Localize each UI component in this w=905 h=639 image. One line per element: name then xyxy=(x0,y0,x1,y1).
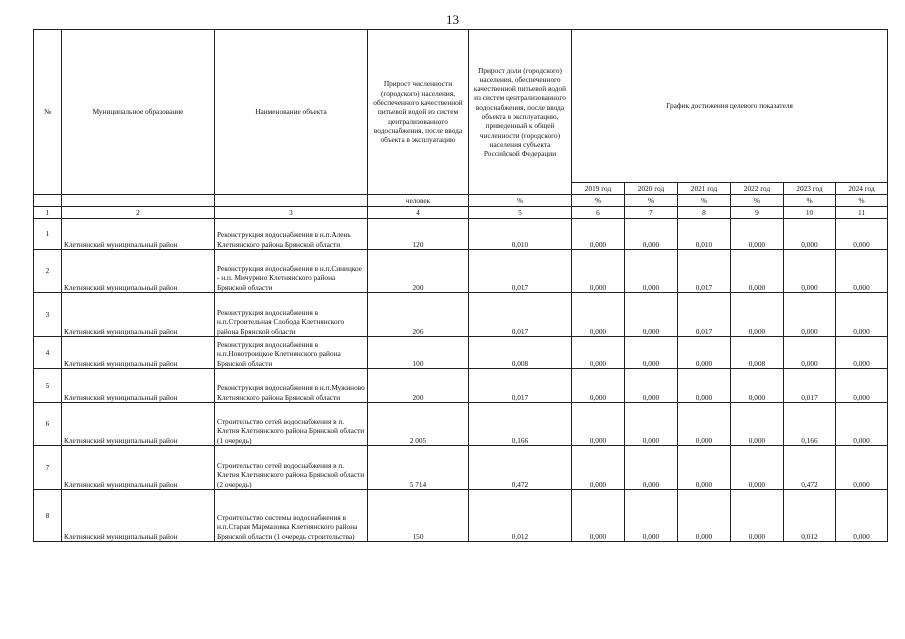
year-2024-cell: 0,000 xyxy=(836,403,888,446)
row-index: 3 xyxy=(34,293,62,337)
year-2020-cell: 0,000 xyxy=(625,337,678,369)
unit-percent: % xyxy=(784,195,836,207)
year-2022-cell: 0,000 xyxy=(731,250,784,293)
row-index: 1 xyxy=(34,219,62,250)
year-2021-cell: 0,017 xyxy=(678,293,731,337)
year-2021-cell: 0,000 xyxy=(678,403,731,446)
object-cell: Реконструкция водоснабжения в н.п.Алень Клетнянского района Брянской области xyxy=(215,219,368,250)
municipality-cell: Клетнянский муниципальный район xyxy=(62,219,215,250)
column-number: 1 xyxy=(34,207,62,219)
year-2020-cell: 0,000 xyxy=(625,293,678,337)
share-cell: 0,010 xyxy=(469,219,572,250)
year-2020-cell: 0,000 xyxy=(625,219,678,250)
municipality-cell: Клетнянский муниципальный район xyxy=(62,446,215,490)
column-number: 6 xyxy=(572,207,625,219)
object-cell: Реконструкция водоснабжения в н.п.Строительная Слобода Клетнянского района Брянской области xyxy=(215,293,368,337)
year-2024-cell: 0,000 xyxy=(836,446,888,490)
year-2023-cell: 0,472 xyxy=(784,446,836,490)
year-2019-cell: 0,000 xyxy=(572,337,625,369)
row-index: 2 xyxy=(34,250,62,293)
column-number: 2 xyxy=(62,207,215,219)
share-cell: 0,017 xyxy=(469,369,572,403)
table-row xyxy=(34,250,888,293)
column-number: 3 xyxy=(215,207,368,219)
row-index: 8 xyxy=(34,490,62,542)
object-cell: Строительство сетей водоснабжения в п. Клетня Клетнянского района Брянской области (1 очередь) xyxy=(215,403,368,446)
table-row xyxy=(34,219,888,250)
year-2019-cell: 0,000 xyxy=(572,446,625,490)
share-cell: 0,017 xyxy=(469,293,572,337)
year-2024-cell: 0,000 xyxy=(836,369,888,403)
year-2022-cell: 0,000 xyxy=(731,490,784,542)
year-2019-cell: 0,000 xyxy=(572,250,625,293)
object-cell: Строительство системы водоснабжения в н.п.Старая Мармазовка Клетнянского района Брянской области (1 очередь строительства) xyxy=(215,490,368,542)
row-index: 5 xyxy=(34,369,62,403)
population-cell: 100 xyxy=(368,337,469,369)
municipality-cell: Клетнянский муниципальный район xyxy=(62,403,215,446)
population-cell: 206 xyxy=(368,293,469,337)
year-2020-cell: 0,000 xyxy=(625,446,678,490)
year-2020-cell: 0,000 xyxy=(625,369,678,403)
year-2022-cell: 0,000 xyxy=(731,369,784,403)
header-schedule: График достижения целевого показателя xyxy=(572,30,888,183)
population-cell: 2 005 xyxy=(368,403,469,446)
population-cell: 200 xyxy=(368,369,469,403)
row-index: 4 xyxy=(34,337,62,369)
unit-percent: % xyxy=(572,195,625,207)
year-2023-cell: 0,000 xyxy=(784,219,836,250)
year-2023-cell: 0,166 xyxy=(784,403,836,446)
header-population-growth: Прирост численности (городского) населения, обеспеченного качественной питьевой водой из систем централизованного водоснабжения, после ввода объекта в эксплуатацию xyxy=(368,30,469,195)
target-indicator-table xyxy=(33,29,888,542)
header-object: Наименование объекта xyxy=(215,30,368,195)
share-cell: 0,012 xyxy=(469,490,572,542)
header-year-2024: 2024 год xyxy=(836,183,888,195)
object-cell: Строительство сетей водоснабжения в п. Клетня Клетнянского района Брянской области (2 очередь) xyxy=(215,446,368,490)
year-2021-cell: 0,000 xyxy=(678,337,731,369)
municipality-cell: Клетнянский муниципальный район xyxy=(62,293,215,337)
year-2023-cell: 0,000 xyxy=(784,337,836,369)
population-cell: 150 xyxy=(368,490,469,542)
page-number: 13 xyxy=(446,12,459,27)
object-cell: Реконструкция водоснабжения в н.п.Синицкое - н.п. Мичурино Клетнянского района Брянской области xyxy=(215,250,368,293)
share-cell: 0,017 xyxy=(469,250,572,293)
row-index: 6 xyxy=(34,403,62,446)
unit-percent: % xyxy=(731,195,784,207)
header-year-2020: 2020 год xyxy=(625,183,678,195)
header-municipality: Муниципальное образование xyxy=(62,30,215,195)
table-row xyxy=(34,369,888,403)
unit-percent: % xyxy=(469,195,572,207)
population-cell: 200 xyxy=(368,250,469,293)
units-row xyxy=(34,195,888,207)
table-row xyxy=(34,337,888,369)
population-cell: 5 714 xyxy=(368,446,469,490)
row-index: 7 xyxy=(34,446,62,490)
header-year-2022: 2022 год xyxy=(731,183,784,195)
year-2024-cell: 0,000 xyxy=(836,293,888,337)
unit-percent: % xyxy=(836,195,888,207)
year-2020-cell: 0,000 xyxy=(625,403,678,446)
unit-people: человек xyxy=(368,195,469,207)
table-row xyxy=(34,293,888,337)
header-share-growth: Прирост доли (городского) населения, обеспеченного качественной питьевой водой из систем централизованного водоснабжения, после ввода объекта в эксплуатацию, приведенный к общей численности (городского) населения субъекта Российской Федерации xyxy=(469,30,572,195)
year-2022-cell: 0,000 xyxy=(731,219,784,250)
header-year-2023: 2023 год xyxy=(784,183,836,195)
municipality-cell: Клетнянский муниципальный район xyxy=(62,250,215,293)
year-2020-cell: 0,000 xyxy=(625,490,678,542)
year-2022-cell: 0,008 xyxy=(731,337,784,369)
share-cell: 0,008 xyxy=(469,337,572,369)
table-row xyxy=(34,403,888,446)
object-cell: Реконструкция водоснабжения в н.п.Мужиново Клетнянского района Брянской области xyxy=(215,369,368,403)
year-2021-cell: 0,000 xyxy=(678,490,731,542)
column-number: 4 xyxy=(368,207,469,219)
column-number: 8 xyxy=(678,207,731,219)
year-2024-cell: 0,000 xyxy=(836,219,888,250)
year-2022-cell: 0,000 xyxy=(731,403,784,446)
year-2024-cell: 0,000 xyxy=(836,337,888,369)
year-2019-cell: 0,000 xyxy=(572,403,625,446)
column-number: 5 xyxy=(469,207,572,219)
table-row xyxy=(34,490,888,542)
share-cell: 0,472 xyxy=(469,446,572,490)
population-cell: 120 xyxy=(368,219,469,250)
year-2023-cell: 0,000 xyxy=(784,250,836,293)
year-2019-cell: 0,000 xyxy=(572,219,625,250)
year-2021-cell: 0,017 xyxy=(678,250,731,293)
year-2023-cell: 0,017 xyxy=(784,369,836,403)
year-2022-cell: 0,000 xyxy=(731,446,784,490)
municipality-cell: Клетнянский муниципальный район xyxy=(62,369,215,403)
unit-percent: % xyxy=(678,195,731,207)
year-2021-cell: 0,010 xyxy=(678,219,731,250)
table-row xyxy=(34,446,888,490)
year-2019-cell: 0,000 xyxy=(572,293,625,337)
year-2024-cell: 0,000 xyxy=(836,490,888,542)
column-numbers-row xyxy=(34,207,888,219)
header-year-2021: 2021 год xyxy=(678,183,731,195)
year-2023-cell: 0,000 xyxy=(784,293,836,337)
year-2022-cell: 0,000 xyxy=(731,293,784,337)
municipality-cell: Клетнянский муниципальный район xyxy=(62,490,215,542)
header-idx: № xyxy=(34,30,62,195)
year-2024-cell: 0,000 xyxy=(836,250,888,293)
column-number: 11 xyxy=(836,207,888,219)
year-2019-cell: 0,000 xyxy=(572,369,625,403)
year-2023-cell: 0,012 xyxy=(784,490,836,542)
column-number: 7 xyxy=(625,207,678,219)
header-year-2019: 2019 год xyxy=(572,183,625,195)
column-number: 9 xyxy=(731,207,784,219)
year-2019-cell: 0,000 xyxy=(572,490,625,542)
share-cell: 0,166 xyxy=(469,403,572,446)
unit-percent: % xyxy=(625,195,678,207)
municipality-cell: Клетнянский муниципальный район xyxy=(62,337,215,369)
column-number: 10 xyxy=(784,207,836,219)
year-2021-cell: 0,000 xyxy=(678,369,731,403)
year-2021-cell: 0,000 xyxy=(678,446,731,490)
year-2020-cell: 0,000 xyxy=(625,250,678,293)
object-cell: Реконструкция водоснабжения в н.п.Новотроицкое Клетнянского района Брянской области xyxy=(215,337,368,369)
